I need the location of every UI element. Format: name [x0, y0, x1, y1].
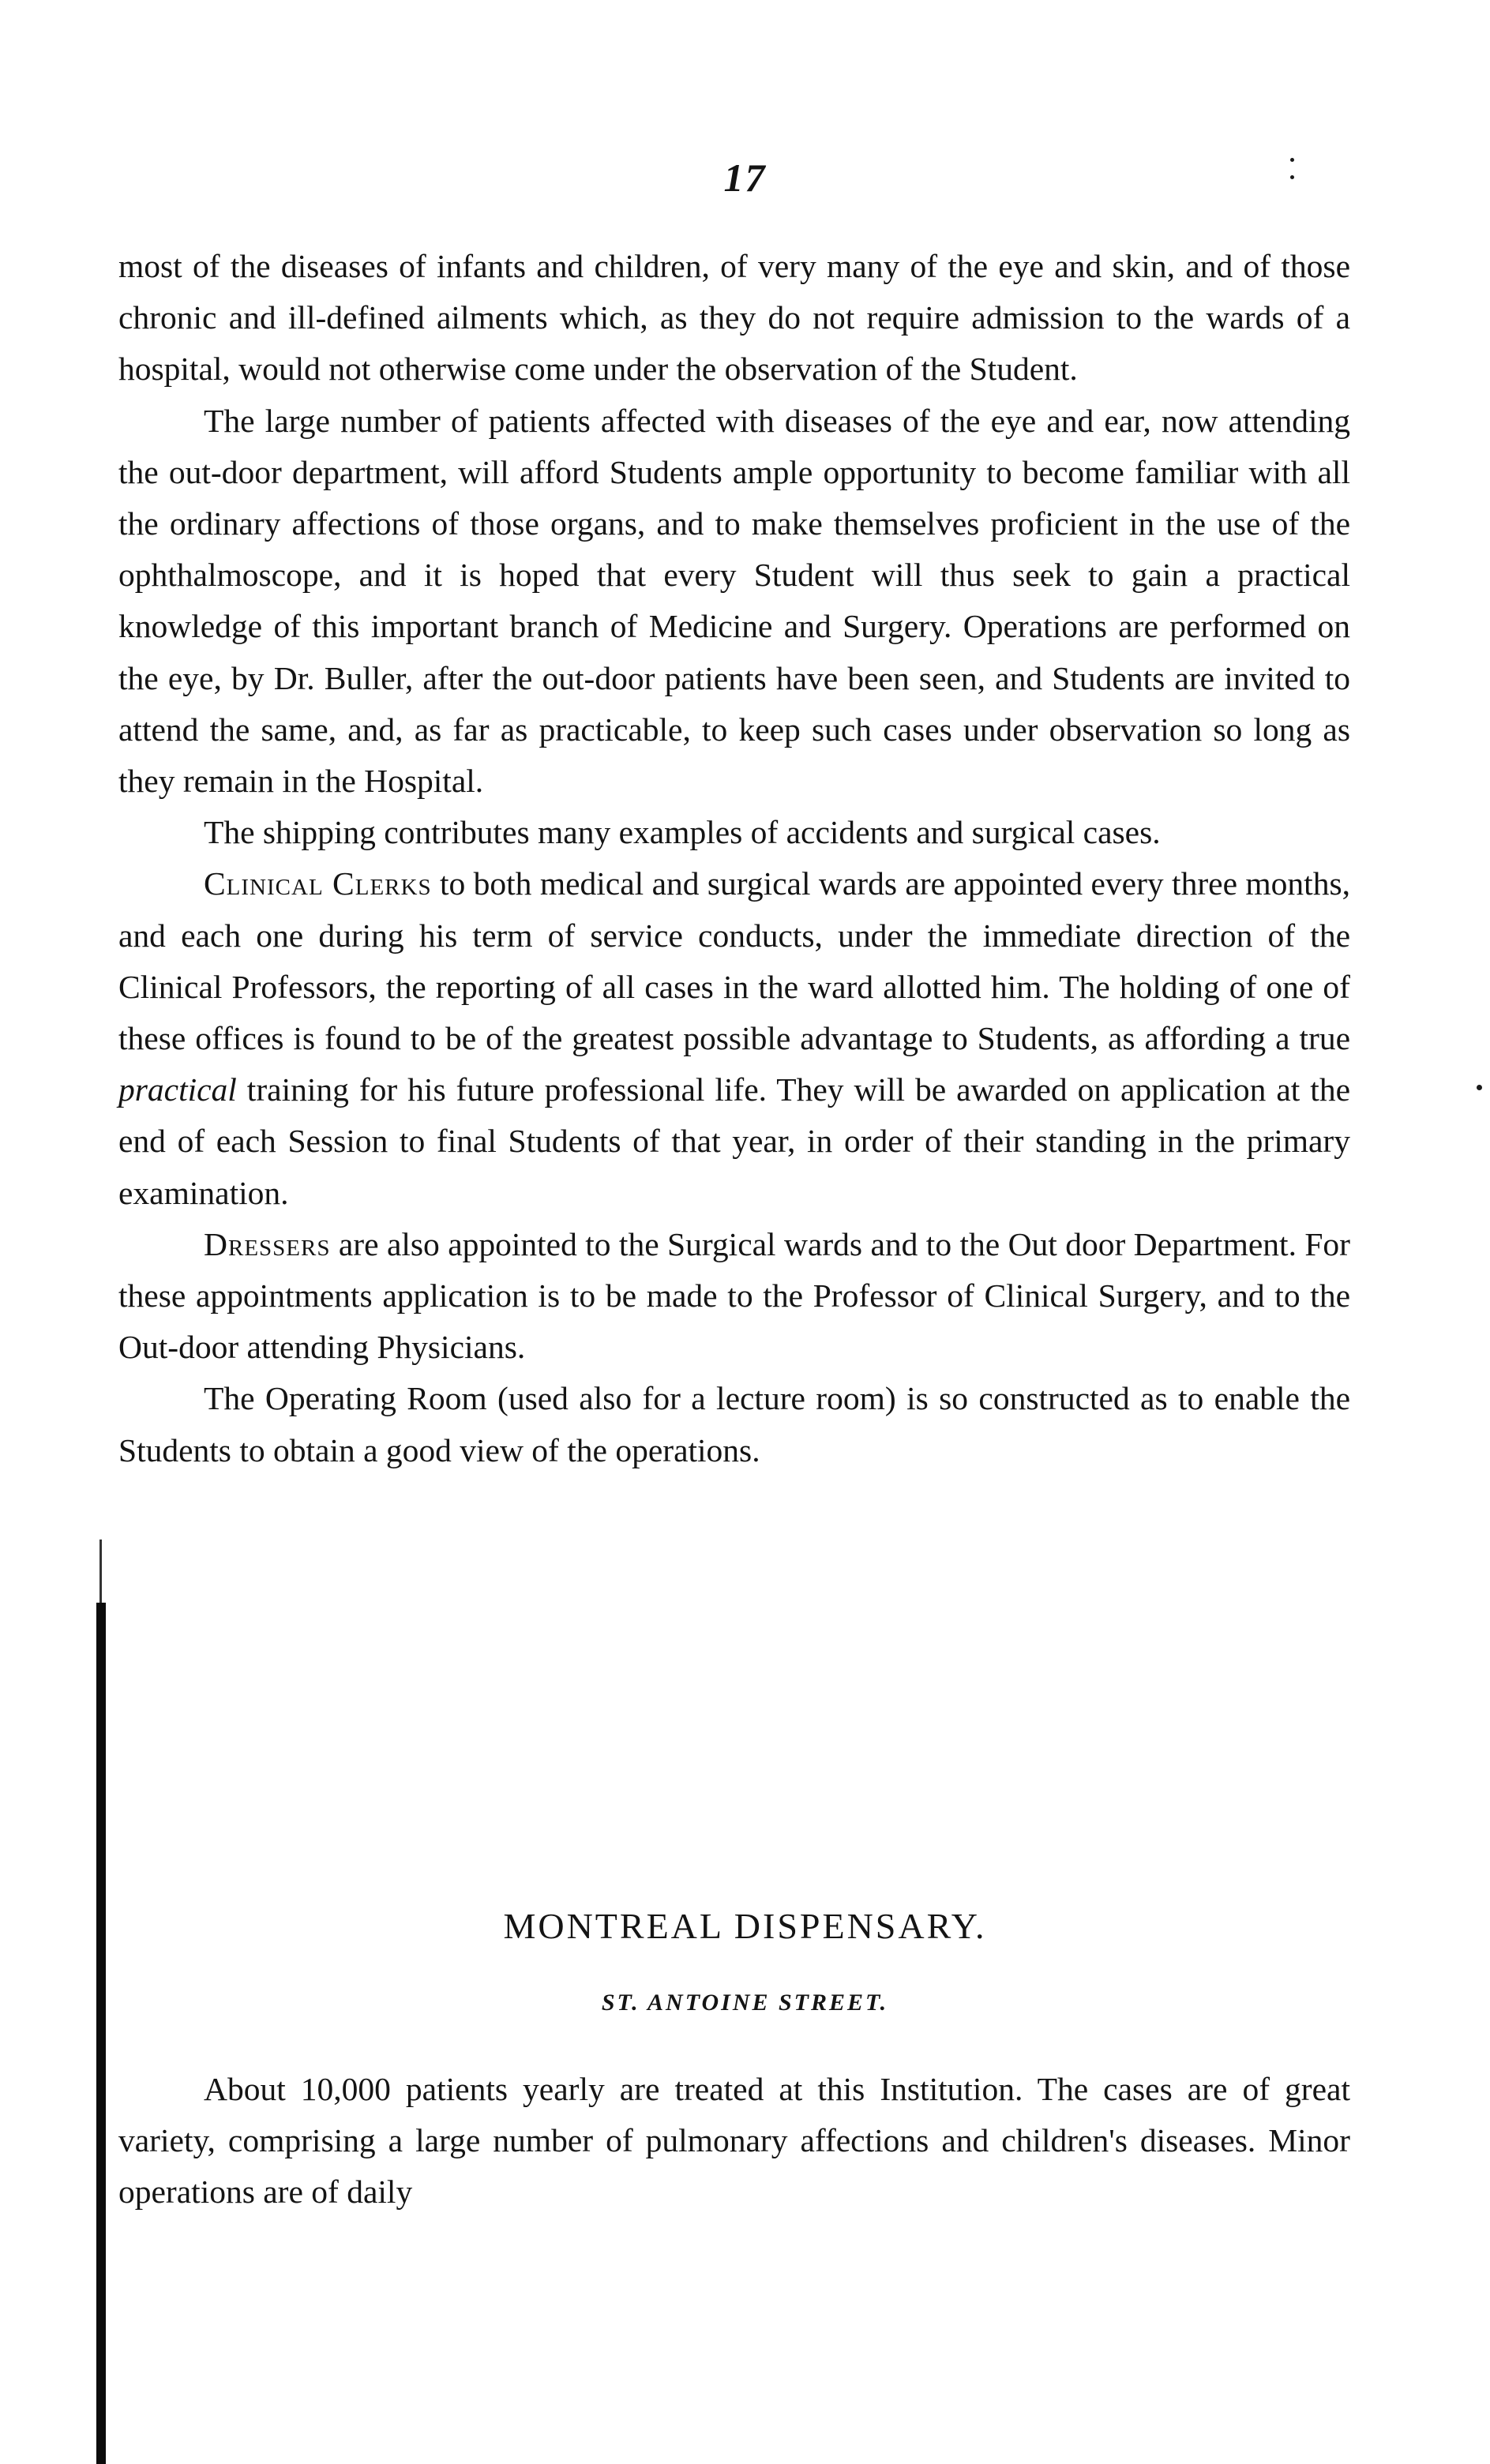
body-text-upper — [118, 241, 1350, 1476]
ink-speck — [1290, 158, 1294, 162]
lead-small-caps: Clinical Clerks — [204, 865, 432, 902]
section-subtitle: ST. ANTOINE STREET. — [601, 1990, 889, 2016]
page-edge-shadow — [96, 1603, 106, 2464]
paragraph: The shipping contributes many examples of accidents and surgical cases. — [204, 814, 1161, 851]
paragraph-dressers — [118, 1219, 1350, 1374]
paragraph-clinical-clerks — [118, 858, 1350, 1218]
paragraph-text: to both medical and surgical wards are appointed every three months, and each one during his term of service conducts, under the immediate direction of the Clinical Professors, the reporting of all cases in the ward allotted him. The holding of one of these offices is found to be of the greatest possible advantage to Students, as affording a true — [118, 865, 1350, 1057]
paragraph: The Operating Room (used also for a lecture room) is so constructed as to enable the Students to obtain a good view of the operations. — [118, 1380, 1350, 1468]
lead-small-caps: Dressers — [204, 1225, 331, 1262]
page-number: 17 — [723, 156, 767, 200]
emphasis-text: practical — [118, 1071, 237, 1108]
paragraph: most of the diseases of infants and children, of very many of the eye and skin, and of those chronic and ill-defined ailments which, as they do not require admission to the wards of a hospital, would not otherwise come under the observation of the Student. — [118, 248, 1350, 388]
ink-speck — [1477, 1085, 1482, 1090]
body-text-lower — [118, 2064, 1350, 2218]
ink-speck — [1290, 175, 1294, 179]
section-title: MONTREAL DISPENSARY. — [503, 1906, 987, 1946]
paragraph: The large number of patients affected with diseases of the eye and ear, now attending the out-door department, will afford Students ample opportunity to become familiar with all the ordinary affections of those organs, and to make themselves proficient in the use of the ophthalmoscope, and it is hoped that every Student will thus seek to gain a practical knowledge of this important branch of Medicine and Surgery. Operations are performed on the eye, by Dr. Buller, after the out-door patients have been seen, and Students are invited to attend the same, and, as far as practicable, to keep such cases under observation so long as they remain in the Hospital. — [118, 402, 1350, 800]
paragraph-text: are also appointed to the Surgical wards and to the Out door Department. For these appointments application is to be made to the Professor of Clinical Surgery, and to the Out-door attending Physicians. — [118, 1225, 1350, 1366]
paragraph-text: training for his future professional life. They will be awarded on application at the end of each Session to final Students of that year, in order of their standing in the primary examination. — [118, 1071, 1350, 1211]
paragraph: About 10,000 patients yearly are treated at this Institution. The cases are of great variety, comprising a large number of pulmonary affections and children's diseases. Minor operations are of daily — [118, 2071, 1350, 2211]
